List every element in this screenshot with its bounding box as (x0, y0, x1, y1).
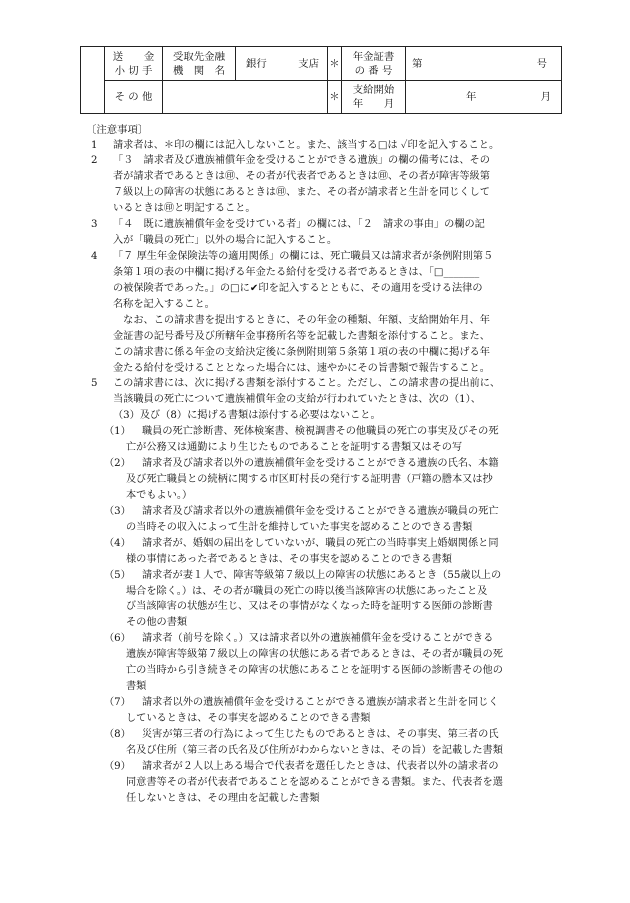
payment-start-line2: 年 月 (352, 98, 395, 110)
note-line (126, 600, 493, 614)
bank-branch-field[interactable] (236, 47, 328, 81)
note-line (126, 489, 192, 503)
notes-heading: 〔注意事項〕 (86, 124, 149, 136)
asterisk-mark: ＊ (328, 47, 342, 81)
remittance-label-line2: 小 切 手 (114, 64, 153, 77)
other-field[interactable] (163, 81, 328, 114)
note-line (126, 664, 503, 678)
note-text: なお、この請求書を提出するときに、その年金の種類、年額、支給開始年月、年 (113, 314, 490, 326)
note-text: 任しないときは、その理由を記載した書類 (126, 792, 320, 804)
note-item-number: （9） (104, 760, 131, 772)
note-line (126, 616, 187, 630)
note-text: 亡が公務又は通勤により生じたものであることを証明する書類又はその写 (126, 442, 463, 454)
note-item-number: （7） (104, 697, 131, 709)
note-text: 請求者が２人以上ある場合で代表者を選任したときは、代表者以外の請求者の (142, 760, 499, 772)
other-label: そ の 他 (105, 81, 163, 114)
note-text: 請求者及び請求者以外の遺族補償年金を受けることができる遺族の氏名、本籍 (142, 458, 499, 470)
note-line (126, 585, 487, 599)
note-line (91, 218, 485, 232)
dai-label: 第 (412, 57, 423, 70)
note-text: 「７ 厚生年金保険法等の適用関係」の欄には、死亡職員又は請求者が条例附則第５ (113, 251, 494, 262)
note-line (113, 314, 490, 328)
note-text: 名及び住所（第三者の氏名及び住所がわからないときは、その旨）を記載した書類 (126, 744, 503, 756)
note-text: 遺族が障害等級第７級以上の障害の状態にある者であるときは、その者が職員の死 (126, 649, 503, 661)
note-text: この請求書には、次に掲げる書類を添付すること。ただし、この請求書の提出前に、 (113, 378, 501, 390)
asterisk-mark: ＊ (328, 81, 342, 114)
note-text: 職員の死亡診断書、死体検案書、検視調書その他職員の死亡の事実及びその死 (142, 426, 499, 438)
gou-label: 号 (536, 57, 547, 70)
note-line (113, 234, 337, 248)
note-line (104, 760, 499, 774)
note-line (91, 377, 500, 391)
note-item-number: （2） (104, 458, 131, 470)
note-text: 「４ 既に遺族補償年金を受けている者」の欄には、「２ 請求の事由」の欄の記 (113, 219, 485, 231)
note-text: 者が請求者であるときは㊞、その者が代表者であるときは㊞、その者が障害等級第 (113, 171, 490, 183)
note-text: 書類 (126, 681, 147, 693)
note-text: しているときは、その事実を認めることのできる書類 (126, 712, 371, 724)
receiving-bank-line1: 受取先金融 (173, 50, 225, 63)
remittance-label-line1: 送 金 (112, 50, 155, 63)
note-text: 亡の当時から引き続きその障害の状態にあることを証明する医師の診断書その他の (126, 665, 503, 677)
note-text: び当該障害の状態が生じ、又はその事情がなくなった時を証明する医師の診断書 (126, 601, 493, 613)
note-line (113, 266, 479, 280)
note-text: 及び死亡職員との続柄に関する市区町村長の発行する証明書（戸籍の謄本又は抄 (126, 474, 493, 486)
receiving-bank-label (163, 47, 236, 81)
note-line (113, 202, 256, 216)
payment-start-field[interactable] (406, 81, 562, 114)
note-line (104, 569, 501, 583)
note-line (126, 521, 472, 535)
pension-cert-line2: の 番 号 (354, 64, 393, 77)
pension-cert-label (342, 47, 406, 81)
pension-cert-number-field[interactable] (406, 47, 562, 81)
note-line (126, 744, 503, 758)
note-text: （3）及び（8）に掲げる書類は添付する必要はないこと。 (113, 410, 381, 422)
note-line (113, 362, 490, 376)
remittance-table (80, 46, 562, 114)
note-text: 「３ 請求者及び遺族補償年金を受けることができる遺族」の欄の備考には、その (113, 155, 490, 167)
note-number: 2 (91, 155, 98, 167)
note-text: 請求者及び請求者以外の遺族補償年金を受けることができる遺族が職員の死亡 (142, 505, 499, 517)
month-label: 月 (540, 91, 551, 103)
note-text: 請求者が妻１人で、障害等級第７級以上の障害の状態にあるとき（55歳以上の (142, 569, 502, 581)
note-text: 請求者以外の遺族補償年金を受けることができる遺族が請求者と生計を同じく (142, 697, 499, 709)
pension-cert-line1: 年金証書 (352, 50, 395, 63)
note-text: ７級以上の障害の状態にあるときは㊞、また、その者が請求者と生計を同じくして (113, 187, 490, 199)
note-line (126, 441, 462, 455)
note-line (113, 186, 490, 200)
note-number: 4 (91, 251, 98, 262)
note-text: その他の書類 (126, 617, 188, 629)
note-line (113, 170, 490, 184)
note-text: 同意書等その者が代表者であることを認めることができる書類。また、代表者を選 (126, 776, 503, 788)
note-line (104, 537, 499, 551)
note-line (126, 712, 371, 726)
payment-start-label (342, 81, 406, 114)
note-text: 様の事情にあった者であるときは、その事実を認めることのできる書類 (126, 553, 452, 565)
note-line (113, 330, 490, 344)
note-line (126, 473, 493, 487)
note-text: いるときは㊞と明記すること。 (113, 203, 256, 215)
year-label: 年 (466, 91, 477, 103)
note-item-number: （6） (104, 633, 131, 645)
note-text: 名称を記入すること。 (113, 298, 215, 310)
note-line (126, 792, 320, 806)
note-text: の被保険者であった。」の□に✔印を記入するとともに、その適用を受ける法律の (113, 282, 483, 294)
remittance-check-label (105, 47, 163, 81)
note-line (126, 553, 452, 567)
note-text: 請求者は、＊印の欄には記入しないこと。また、該当する□は ✓印を記入すること。 (113, 139, 500, 151)
note-line (113, 393, 481, 407)
note-line (104, 505, 499, 519)
note-line (104, 632, 493, 646)
note-line (113, 409, 381, 423)
note-line (91, 139, 499, 153)
note-line (126, 680, 146, 694)
note-text: の当時その収入によって生計を維持していた事実を認めることのできる書類 (126, 521, 473, 533)
note-line (104, 457, 499, 471)
blank-cell (81, 47, 105, 114)
note-number: 3 (91, 219, 98, 231)
note-line (104, 425, 499, 439)
note-line (126, 776, 503, 790)
note-number: 5 (91, 378, 98, 390)
note-text: 場合を除く。）は、その者が職員の死亡の時以後当該障害の状態にあったこと及 (126, 585, 488, 597)
bank-label: 銀行 (246, 57, 267, 70)
note-text: 請求者が、婚姻の届出をしていないが、職員の死亡の当時事実上婚姻関係と同 (142, 537, 499, 549)
note-item-number: （5） (104, 569, 131, 581)
note-item-number: （4） (104, 537, 131, 549)
branch-label: 支店 (298, 57, 319, 70)
note-text: 金証書の記号番号及び所轄年金事務所名等を記載した書類を添付すること。また、 (113, 330, 490, 342)
note-text: 当該職員の死亡について遺族補償年金の支給が行われていたときは、次の（1）、 (113, 394, 481, 406)
note-text: 金たる給付を受けることとなった場合には、速やかにその旨書類で報告すること。 (113, 362, 490, 374)
note-text: 災害が第三者の行為によって生じたものであるときは、その事実、第三者の氏 (142, 728, 499, 740)
note-text: この請求書に係る年金の支給決定後に条例附則第５条第１項の表の中欄に掲げる年 (113, 346, 490, 358)
note-text: 請求者（前号を除く。）又は請求者以外の遺族補償年金を受けることができる (142, 633, 494, 645)
note-text: 入が「職員の死亡」以外の場合に記入すること。 (113, 235, 338, 247)
note-line (104, 728, 499, 742)
note-line (126, 648, 503, 662)
note-item-number: （1） (104, 426, 131, 438)
note-text: 条第１項の表の中欄に掲げる年金たる給付を受ける者であるときは、「□_______ (113, 266, 480, 278)
note-line (91, 250, 493, 264)
note-text: 本でもよい。） (126, 489, 193, 501)
note-line (113, 282, 483, 296)
receiving-bank-line2: 機 関 名 (173, 64, 225, 77)
note-item-number: （8） (104, 728, 131, 740)
note-line (91, 154, 490, 168)
note-number: 1 (91, 139, 98, 151)
note-item-number: （3） (104, 505, 131, 517)
note-line (113, 298, 215, 312)
note-line (104, 696, 499, 710)
note-line (113, 346, 490, 360)
payment-start-line1: 支給開始 (352, 84, 395, 96)
